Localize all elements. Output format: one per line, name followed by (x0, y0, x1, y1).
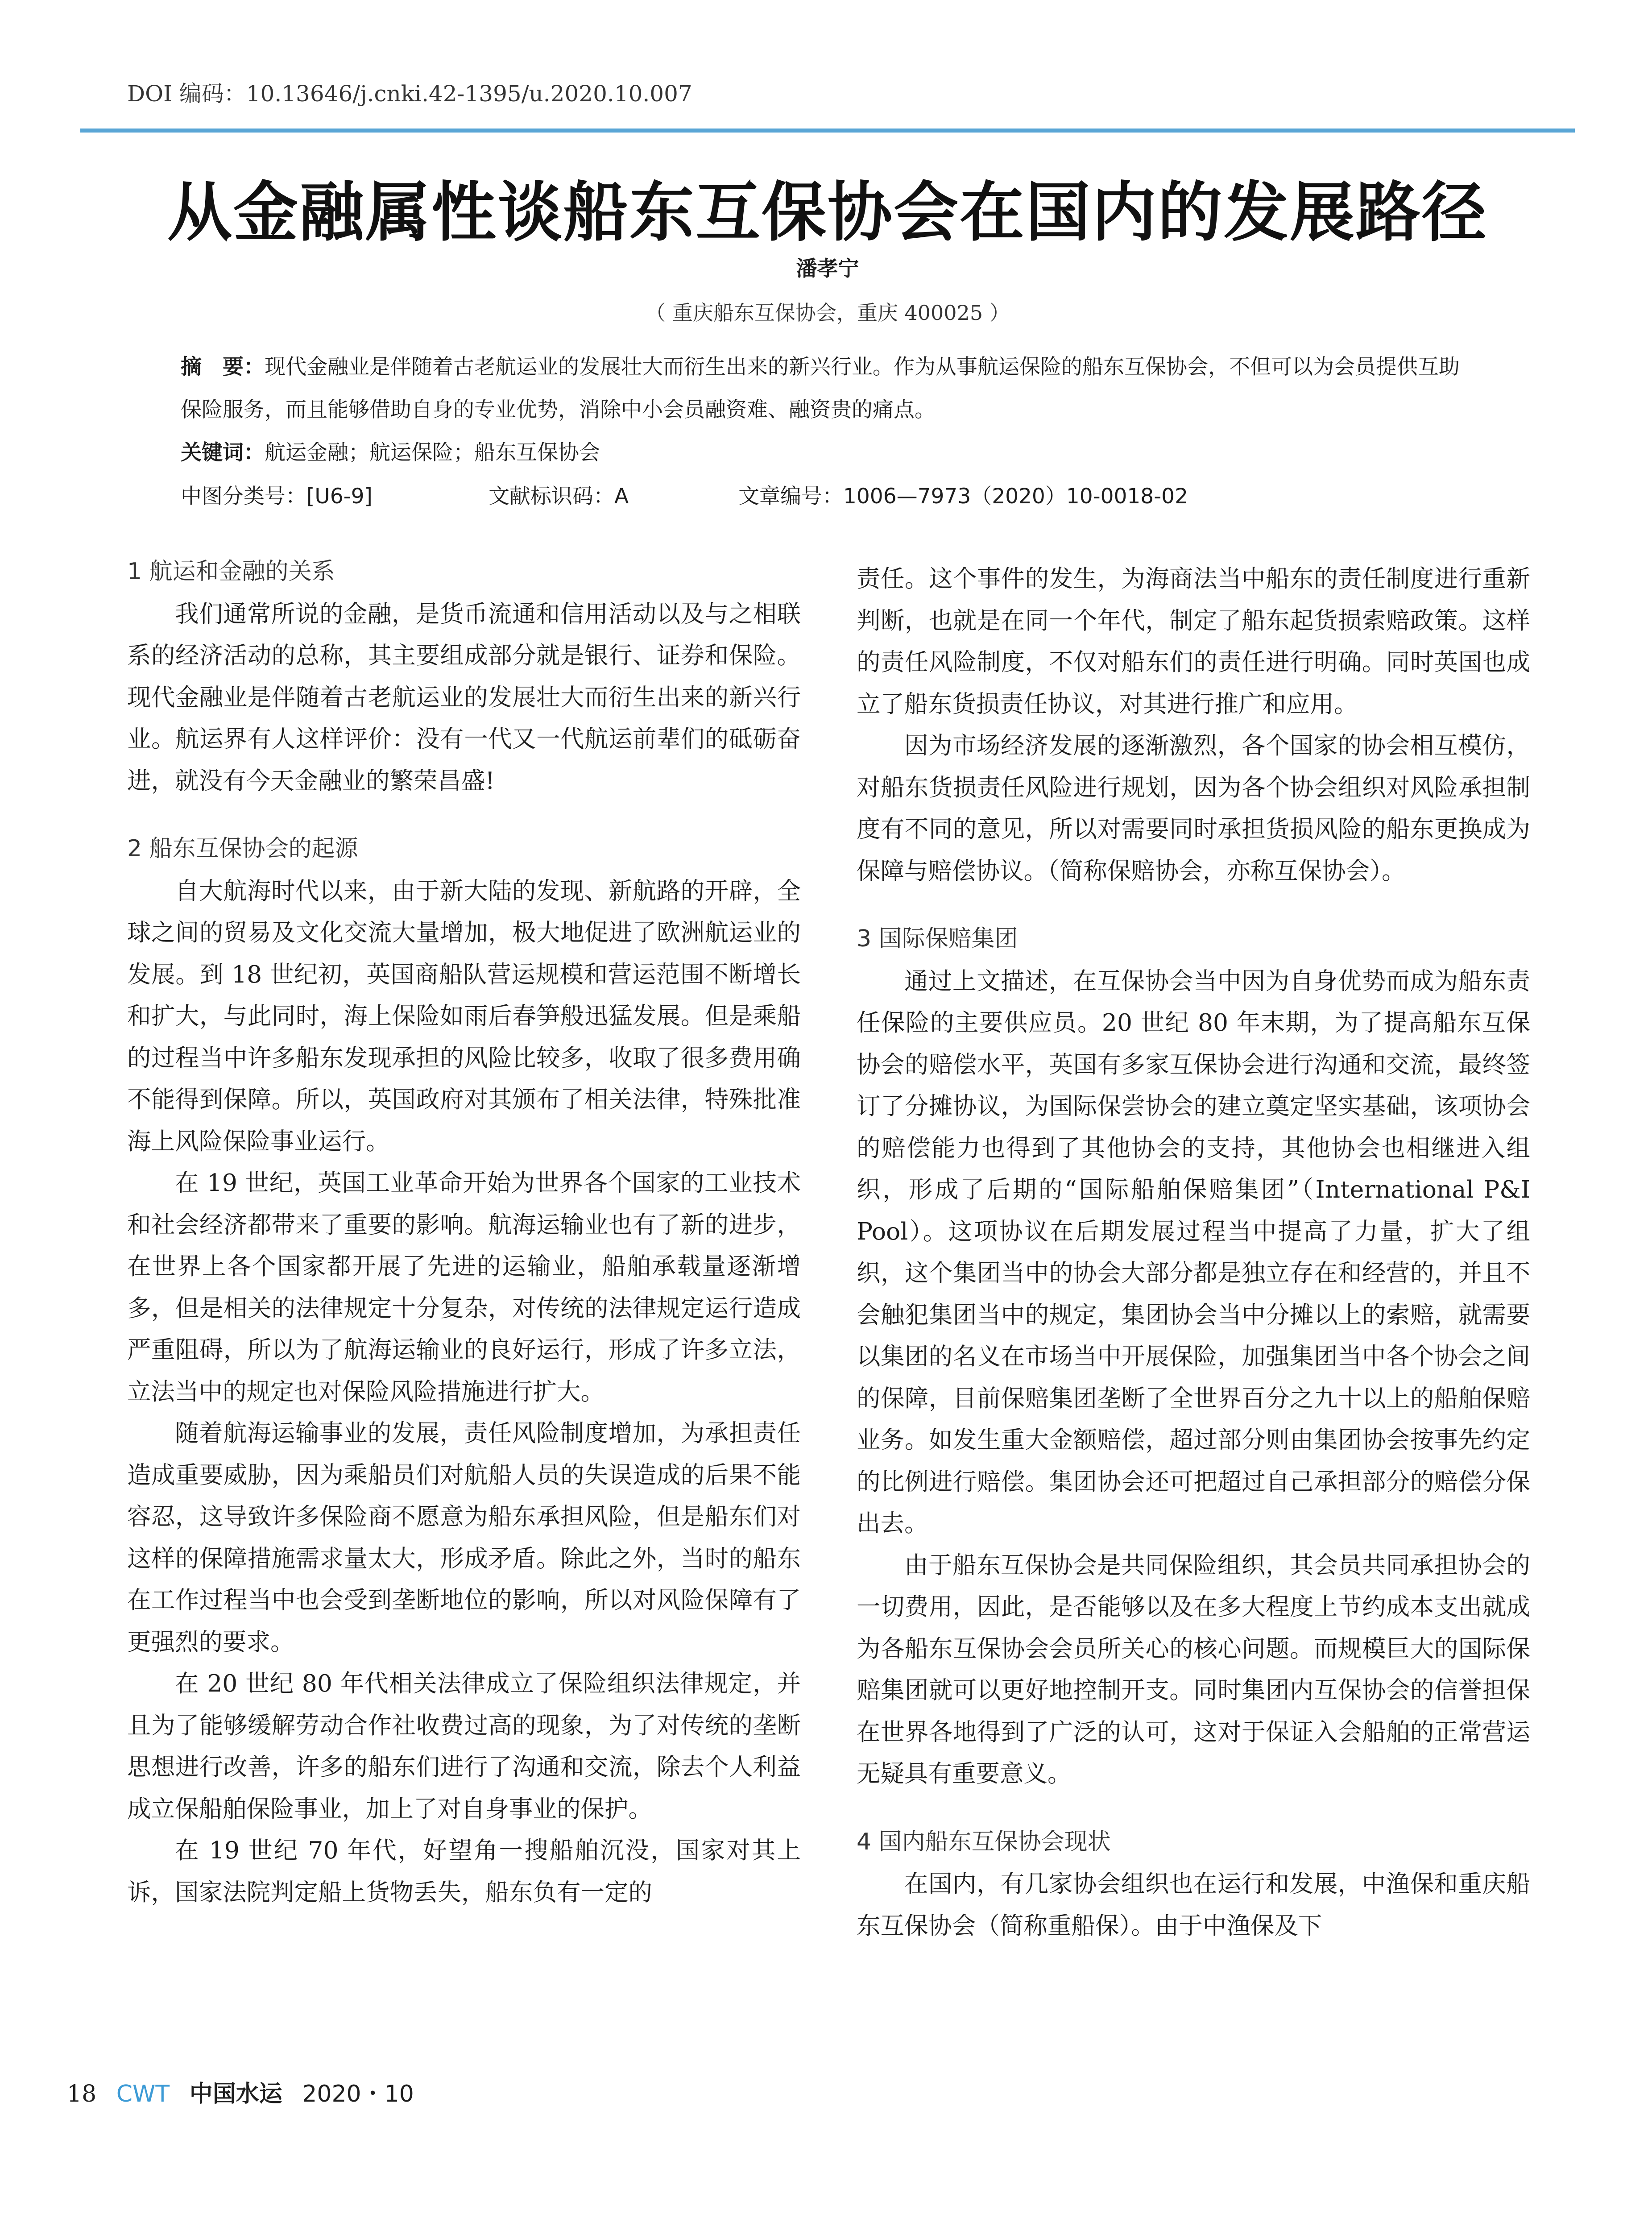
left-column (127, 551, 801, 1913)
article-title: 从金融属性谈船东互保协会在国内的发展路径 (167, 174, 1488, 250)
journal-name: 中国水运 (189, 2081, 282, 2107)
abstract (181, 346, 1474, 431)
page-footer (67, 2075, 426, 2108)
doi-line: DOI 编码：10.13646/j.cnki.42-1395/u.2020.10.007 (127, 81, 692, 107)
journal-issue: 2020・10 (302, 2081, 414, 2107)
author-name: 潘孝宁 (796, 257, 859, 281)
paragraph: 通过上文描述，在互保协会当中因为自身优势而成为船东责任保险的主要供应员。20 世纪 80 年末期，为了提高船东互保协会的赔偿水平，英国有多家互保协会进行沟通和交流，最终签订了分摊协议，为国际保尝协会的建立奠定坚实基础，该项协会的赔偿能力也得到了其他协会的支持，其他协会也相继进入组织，形成了后期的“国际船舶保赔集团”（International P&I Pool）。这项协议在后期发展过程当中提高了力量，扩大了组织，这个集团当中的协会大部分都是独立存在和经营的，并且不会触犯集团当中的规定，集团协会当中分摊以上的索赔，就需要以集团的名义在市场当中开展保险，加强集团当中各个协会之间的保障，目前保赔集团垄断了全世界百分之九十以上的船舶保赔业务。如发生重大金额赔偿，超过部分则由集团协会按事先约定的比例进行赔偿。集团协会还可把超过自己承担部分的赔偿分保出去。 (857, 966, 1530, 1537)
paragraph: 在 20 世纪 80 年代相关法律成立了保险组织法律规定，并且为了能够缓解劳动合作社收费过高的现象，为了对传统的垄断思想进行改善，许多的船东们进行了沟通和交流，除去个人利益成立保船舶保险事业，加上了对自身事业的保护。 (127, 1669, 801, 1823)
paragraph: 随着航海运输事业的发展，责任风险制度增加，为承担责任造成重要威胁，因为乘船员们对航船人员的失误造成的后果不能容忍，这导致许多保险商不愿意为船东承担风险，但是船东们对这样的保障措施需求量太大，形成矛盾。除此之外，当时的船东在工作过程当中也会受到垄断地位的影响，所以对风险保障有了更强烈的要求。 (127, 1419, 801, 1656)
section-heading-2: 2 船东互保协会的起源 (127, 835, 358, 862)
section-heading-4: 4 国内船东互保协会现状 (857, 1828, 1111, 1855)
section-heading-1: 1 航运和金融的关系 (127, 558, 335, 585)
paragraph: 因为市场经济发展的逐渐激烈，各个国家的协会相互模仿，对船东货损责任风险进行规划，因为各个协会组织对风险承担制度有不同的意见，所以对需要同时承担货损风险的船东更换成为保障与赔偿协议。（简称保赔协会，亦称互保协会）。 (857, 731, 1530, 885)
abstract-label: 摘 要： (181, 355, 265, 379)
classification-row (181, 475, 1474, 518)
keywords-text: 航运金融；航运保险；船东互保协会 (265, 440, 600, 465)
paragraph: 在 19 世纪 70 年代，好望角一搜船舶沉没，国家对其上诉，国家法院判定船上货物丢失，船东负有一定的 (127, 1836, 801, 1906)
page-number: 18 (67, 2081, 97, 2107)
abstract-block (181, 346, 1474, 474)
keywords (181, 431, 1474, 474)
paragraph: 在国内，有几家协会组织也在运行和发展，中渔保和重庆船东互保协会（简称重船保）。由于中渔保及下 (857, 1870, 1530, 1940)
header-rule (80, 129, 1575, 133)
paragraph: 自大航海时代以来，由于新大陆的发现、新航路的开辟，全球之间的贸易及文化交流大量增加，极大地促进了欧洲航运业的发展。到 18 世纪初，英国商船队营运规模和营运范围不断增长和扩大，与此同时，海上保险如雨后春笋般迅猛发展。但是乘船的过程当中许多船东发现承担的风险比较多，收取了很多费用确不能得到保障。所以，英国政府对其颁布了相关法律，特殊批准海上风险保险事业运行。 (127, 876, 801, 1155)
keywords-label: 关键词： (181, 440, 265, 465)
section-heading-3: 3 国际保赔集团 (857, 925, 1018, 952)
paragraph: 我们通常所说的金融，是货币流通和信用活动以及与之相联系的经济活动的总称，其主要组成部分就是银行、证券和保险。现代金融业是伴随着古老航运业的发展壮大而衍生出来的新兴行业。航运界有人这样评价：没有一代又一代航运前辈们的砥砺奋进，就没有今天金融业的繁荣昌盛! (127, 599, 801, 795)
paragraph: 由于船东互保协会是共同保险组织，其会员共同承担协会的一切费用，因此，是否能够以及在多大程度上节约成本支出就成为各船东互保协会会员所关心的核心问题。而规模巨大的国际保赔集团就可以更好地控制开支。同时集团内互保协会的信誉担保在世界各地得到了广泛的认可，这对于保证入会船舶的正常营运无疑具有重要意义。 (857, 1551, 1530, 1787)
journal-brand-logo: CWT (116, 2081, 170, 2107)
abstract-text: 现代金融业是伴随着古老航运业的发展壮大而衍生出来的新兴行业。作为从事航运保险的船东互保协会，不但可以为会员提供互助保险服务，而且能够借助自身的专业优势，消除中小会员融资难、融资贵的痛点。 (181, 355, 1460, 422)
clc-number: 中图分类号：[U6-9] (181, 484, 373, 509)
right-column (857, 558, 1530, 1946)
paragraph: 在 19 世纪，英国工业革命开始为世界各个国家的工业技术和社会经济都带来了重要的影响。航海运输业也有了新的进步，在世界上各个国家都开展了先进的运输业，船舶承载量逐渐增多，但是相关的法律规定十分复杂，对传统的法律规定运行造成严重阻碍，所以为了航海运输业的良好运行，形成了许多立法，立法当中的规定也对保险风险措施进行扩大。 (127, 1169, 801, 1406)
document-code: 文献标识码：A (489, 484, 629, 509)
article-number: 文章编号：1006—7973（2020）10-0018-02 (738, 484, 1188, 509)
author-affiliation: （ 重庆船东互保协会，重庆 400025 ） (645, 301, 1010, 325)
paragraph-continued: 责任。这个事件的发生，为海商法当中船东的责任制度进行重新判断，也就是在同一个年代，制定了船东起货损索赔政策。这样的责任风险制度，不仅对船东们的责任进行明确。同时英国也成立了船东货损责任协议，对其进行推广和应用。 (857, 564, 1530, 718)
